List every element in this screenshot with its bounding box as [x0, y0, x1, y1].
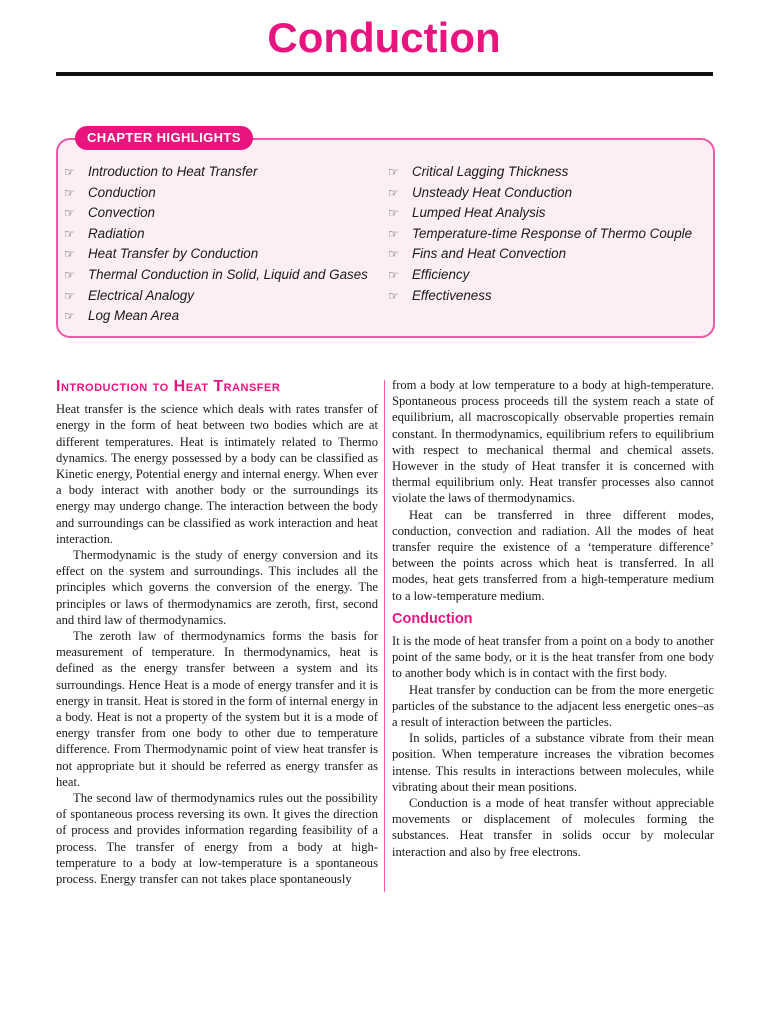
- highlight-item: ☞ Radiation: [64, 224, 368, 245]
- intro-continuation: from a body at low temperature to a body at high-temperature. Spontaneous process proceeds till the system reach a state of equilibrium, all macroscopically observable properties remain constant. In thermodynamics, equilibrium refers to equilibrium with respect to mechanical thermal and chemical assets. However in the study of Heat transfer it is concerned with thermal equilibrium only. Heat transfer processes also cannot violate the laws of thermodynamics.: [392, 378, 714, 506]
- highlight-item: ☞ Log Mean Area: [64, 306, 368, 327]
- section-heading-conduction: Conduction: [392, 610, 473, 627]
- highlights-list-left: [64, 162, 368, 327]
- pointing-hand-icon: ☞: [64, 206, 75, 221]
- pointing-hand-icon: ☞: [388, 247, 399, 262]
- intro-paragraph-1: Heat transfer is the science which deals with rates transfer of energy in the form of heat between two bodies which are at different temperatures. Heat is intimately related to Thermo dynamics. The energy possessed by a body can be classified as Kinetic energy, Potential energy and internal energy. When ever a body interact with another body or the surroundings its energy may undergo change. The interaction between the body and surroundings can be classified as work interaction and heat interaction.: [56, 402, 378, 546]
- pointing-hand-icon: ☞: [388, 165, 399, 179]
- highlight-item: ☞ Conduction: [64, 183, 368, 204]
- chapter-title: Conduction: [267, 14, 501, 61]
- pointing-hand-icon: ☞: [388, 226, 399, 241]
- section-heading-intro: Introduction to Heat Transfer: [56, 378, 281, 395]
- pointing-hand-icon: ☞: [64, 226, 75, 241]
- highlight-item: ☞ Fins and Heat Convection: [388, 244, 692, 265]
- right-column: [392, 377, 714, 860]
- column-divider: [384, 380, 385, 892]
- intro-paragraph-4: The second law of thermodynamics rules out the possibility of spontaneous process reversing its own. It gives the direction of process and provides information regarding feasibility of a process. The transfer of energy from a body at high-temperature to a body at low-temperature is a spontaneous process. Energy transfer can not takes place spontaneously: [56, 791, 378, 887]
- highlight-item: ☞ Effectiveness: [388, 286, 692, 307]
- conduction-paragraph-1: It is the mode of heat transfer from a point on a body to another point of the same body, or it is the heat transfer from one body to another body which is in contact with the first body.: [392, 634, 714, 681]
- highlights-list-right: [388, 162, 692, 306]
- pointing-hand-icon: ☞: [388, 288, 399, 303]
- heat-modes-paragraph: Heat can be transferred in three different modes, conduction, convection and radiation. All the modes of heat transfer require the existence of a ‘temperature difference’ between the points across which heat is transferred. In all modes, heat gets transferred from a high-temperature medium to a low-temperature medium.: [392, 507, 714, 603]
- conduction-paragraph-3: In solids, particles of a substance vibrate from their mean position. When temperature increases the vibration becomes intense. This results in interactions between molecules, while vibrating about their mean positions.: [392, 731, 714, 794]
- highlight-item: ☞ Efficiency: [388, 265, 692, 286]
- pointing-hand-icon: ☞: [64, 309, 75, 324]
- highlight-item: ☞ Lumped Heat Analysis: [388, 203, 692, 224]
- chapter-highlights-label: CHAPTER HIGHLIGHTS: [75, 126, 253, 150]
- pointing-hand-icon: ☞: [388, 267, 399, 282]
- intro-paragraph-2: Thermodynamic is the study of energy conversion and its effect on the system and surroundings. This includes all the principles which governs the conversion of the energy. The principles or laws of thermodynamics are zeroth, first, second and third law of thermodynamics.: [56, 548, 378, 627]
- highlight-item: ☞ Convection: [64, 203, 368, 224]
- highlight-item: ☞ Heat Transfer by Conduction: [64, 244, 368, 265]
- highlight-item: ☞ Introduction to Heat Transfer: [64, 162, 368, 183]
- highlight-item: ☞ Unsteady Heat Conduction: [388, 183, 692, 204]
- pointing-hand-icon: ☞: [64, 267, 75, 282]
- pointing-hand-icon: ☞: [388, 206, 399, 221]
- highlight-item: ☞ Critical Lagging Thickness: [388, 162, 692, 183]
- highlight-item: ☞ Thermal Conduction in Solid, Liquid and Gases: [64, 265, 368, 286]
- title-rule: [56, 72, 713, 76]
- pointing-hand-icon: ☞: [64, 288, 75, 303]
- highlight-item: ☞ Temperature-time Response of Thermo Couple: [388, 224, 692, 245]
- left-column: [56, 376, 378, 887]
- intro-paragraph-3: The zeroth law of thermodynamics forms the basis for measurement of temperature. In thermodynamics, heat is defined as the energy transfer between a system and its surroundings. Hence Heat is a mode of energy transfer and it is energy in transit. Heat is stored in the form of internal energy in a body. Heat is not a property of the system but it is a mode of energy transfer from one body to other due to temperature difference. From Thermodynamic point of view heat transfer is not appropriate but it should be referred as energy transfer as heat.: [56, 629, 378, 789]
- pointing-hand-icon: ☞: [64, 247, 75, 262]
- pointing-hand-icon: ☞: [64, 185, 75, 200]
- conduction-paragraph-4: Conduction is a mode of heat transfer without appreciable movements or displacement of molecules forming the substances. Heat transfer in solids occur by molecular interaction and also by free electrons.: [392, 796, 714, 859]
- conduction-paragraph-2: Heat transfer by conduction can be from the more energetic particles of the substance to the adjacent less energetic ones–as a result of interaction between the particles.: [392, 682, 714, 730]
- pointing-hand-icon: ☞: [64, 165, 75, 179]
- highlight-item: ☞ Electrical Analogy: [64, 286, 368, 307]
- pointing-hand-icon: ☞: [388, 185, 399, 200]
